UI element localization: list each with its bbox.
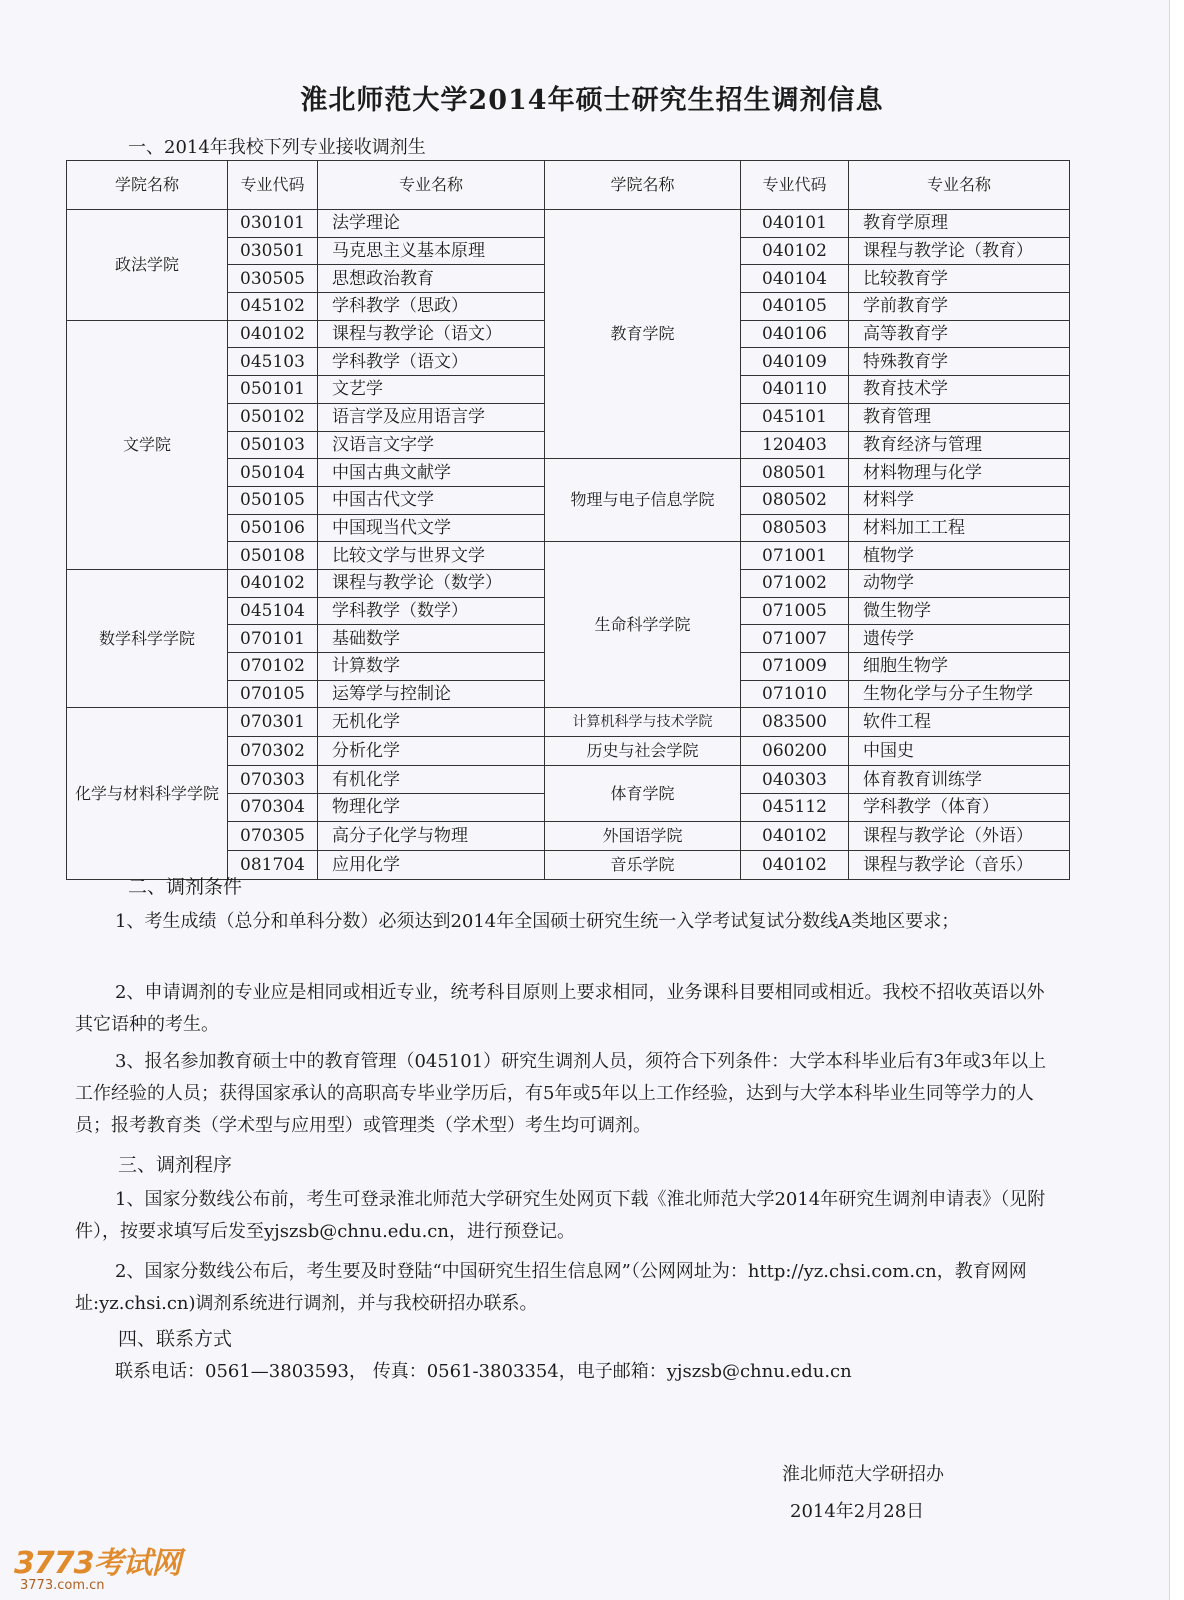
major-name: 有机化学	[318, 766, 545, 794]
watermark-url: 3773.com.cn	[20, 1578, 105, 1593]
major-code: 070305	[228, 821, 318, 850]
major-name: 学科教学（语文）	[318, 348, 545, 376]
contact-line: 联系电话：0561—3803593， 传真：0561-3803354，电子邮箱：yjszsb@chnu.edu.cn	[115, 1361, 852, 1382]
major-name: 比较教育学	[849, 265, 1070, 293]
major-name: 分析化学	[318, 737, 545, 766]
header-major: 专业名称	[318, 161, 545, 210]
college-name: 体育学院	[545, 766, 741, 821]
major-name: 学前教育学	[849, 293, 1070, 321]
college-name: 文学院	[67, 320, 228, 569]
major-code: 045101	[741, 403, 849, 431]
major-name: 无机化学	[318, 708, 545, 737]
major-name: 动物学	[849, 569, 1070, 597]
major-code: 050105	[228, 486, 318, 514]
major-name: 运筹学与控制论	[318, 680, 545, 708]
signature-org: 淮北师范大学研招办	[782, 1464, 944, 1485]
table-row	[67, 210, 1070, 238]
major-code: 071010	[741, 680, 849, 708]
major-code: 070301	[228, 708, 318, 737]
major-code: 050106	[228, 514, 318, 542]
majors-table	[66, 160, 1070, 880]
major-name: 体育教育训练学	[849, 766, 1070, 794]
major-name: 教育经济与管理	[849, 431, 1070, 459]
major-code: 040109	[741, 348, 849, 376]
major-name: 软件工程	[849, 708, 1070, 737]
college-name: 音乐学院	[545, 850, 741, 879]
major-name: 遗传学	[849, 625, 1070, 653]
major-code: 040303	[741, 766, 849, 794]
header-code: 专业代码	[741, 161, 849, 210]
section-4-heading: 四、联系方式	[118, 1328, 233, 1350]
major-code: 071002	[741, 569, 849, 597]
major-name: 材料学	[849, 486, 1070, 514]
college-name: 教育学院	[545, 210, 741, 459]
major-name: 教育学原理	[849, 210, 1070, 238]
major-code: 045103	[228, 348, 318, 376]
college-name: 数学科学学院	[67, 569, 228, 707]
major-code: 050103	[228, 431, 318, 459]
major-code: 045102	[228, 293, 318, 321]
major-code: 071009	[741, 653, 849, 681]
major-code: 120403	[741, 431, 849, 459]
major-name: 比较文学与世界文学	[318, 542, 545, 570]
major-code: 040106	[741, 320, 849, 348]
section-1-heading: 一、2014年我校下列专业接收调剂生	[128, 137, 426, 158]
procedure-2: 2、国家分数线公布后，考生要及时登陆“中国研究生招生信息网”（公网网址为：http://yz.chsi.com.cn，教育网网址:yz.chsi.cn)调剂系统进行调剂，并与我校研招办联系。	[75, 1261, 1027, 1314]
major-code: 070302	[228, 737, 318, 766]
major-name: 材料物理与化学	[849, 459, 1070, 487]
college-name: 生命科学学院	[545, 542, 741, 708]
site-watermark	[14, 1538, 181, 1593]
major-code: 040102	[741, 237, 849, 265]
major-code: 050101	[228, 376, 318, 404]
major-code: 040101	[741, 210, 849, 238]
condition-2: 2、申请调剂的专业应是相同或相近专业，统考科目原则上要求相同，业务课科目要相同或相近。我校不招收英语以外其它语种的考生。	[75, 982, 1045, 1035]
major-name: 课程与教学论（语文）	[318, 320, 545, 348]
section-2-heading: 二、调剂条件	[128, 876, 243, 898]
major-code: 070303	[228, 766, 318, 794]
header-code: 专业代码	[228, 161, 318, 210]
procedure-1: 1、国家分数线公布前，考生可登录淮北师范大学研究生处网页下载《淮北师范大学2014年研究生调剂申请表》（见附件），按要求填写后发至yjszsb@chnu.edu.cn，进行预登记。	[75, 1189, 1046, 1242]
major-name: 课程与教学论（音乐）	[849, 850, 1070, 879]
major-code: 040104	[741, 265, 849, 293]
major-name: 物理化学	[318, 794, 545, 822]
major-code: 045104	[228, 597, 318, 625]
major-code: 050108	[228, 542, 318, 570]
major-code: 081704	[228, 850, 318, 879]
college-name: 化学与材料科学学院	[67, 708, 228, 879]
major-code: 030501	[228, 237, 318, 265]
college-name: 历史与社会学院	[545, 737, 741, 766]
condition-3: 3、报名参加教育硕士中的教育管理（045101）研究生调剂人员，须符合下列条件：大学本科毕业后有3年或3年以上工作经验的人员；获得国家承认的高职高专毕业学历后，有5年或5年以上工作经验，达到与大学本科毕业生同等学力的人员；报考教育类（学术型与应用型）或管理类（学术型）考生均可调剂。	[75, 1051, 1047, 1136]
major-code: 070102	[228, 653, 318, 681]
major-name: 文艺学	[318, 376, 545, 404]
major-name: 思想政治教育	[318, 265, 545, 293]
major-code: 050104	[228, 459, 318, 487]
major-name: 细胞生物学	[849, 653, 1070, 681]
college-name: 外国语学院	[545, 821, 741, 850]
major-name: 中国古代文学	[318, 486, 545, 514]
major-code: 040102	[741, 850, 849, 879]
major-name: 教育管理	[849, 403, 1070, 431]
major-code: 040110	[741, 376, 849, 404]
major-name: 中国古典文献学	[318, 459, 545, 487]
signature-date: 2014年2月28日	[790, 1501, 925, 1522]
condition-1: 1、考生成绩（总分和单科分数）必须达到2014年全国硕士研究生统一入学考试复试分数线A类地区要求；	[115, 911, 960, 932]
major-code: 071007	[741, 625, 849, 653]
major-code: 030505	[228, 265, 318, 293]
header-major: 专业名称	[849, 161, 1070, 210]
major-name: 课程与教学论（教育）	[849, 237, 1070, 265]
major-name: 计算数学	[318, 653, 545, 681]
major-code: 045112	[741, 794, 849, 822]
major-name: 马克思主义基本原理	[318, 237, 545, 265]
major-name: 学科教学（数学）	[318, 597, 545, 625]
major-name: 教育技术学	[849, 376, 1070, 404]
major-name: 基础数学	[318, 625, 545, 653]
major-code: 070105	[228, 680, 318, 708]
table-row	[67, 708, 1070, 737]
major-name: 材料加工工程	[849, 514, 1070, 542]
major-name: 汉语言文字学	[318, 431, 545, 459]
watermark-logo: 3773考试网	[14, 1546, 181, 1581]
table-header-row	[67, 161, 1070, 210]
major-name: 课程与教学论（数学）	[318, 569, 545, 597]
major-code: 030101	[228, 210, 318, 238]
major-code: 071001	[741, 542, 849, 570]
major-name: 高分子化学与物理	[318, 821, 545, 850]
major-code: 040102	[228, 320, 318, 348]
major-code: 040102	[228, 569, 318, 597]
major-name: 中国现当代文学	[318, 514, 545, 542]
majors-table-body	[67, 161, 1070, 880]
major-name: 语言学及应用语言学	[318, 403, 545, 431]
page-edge	[1169, 0, 1184, 1600]
header-college: 学院名称	[67, 161, 228, 210]
major-code: 080502	[741, 486, 849, 514]
major-name: 微生物学	[849, 597, 1070, 625]
major-name: 学科教学（思政）	[318, 293, 545, 321]
college-name: 计算机科学与技术学院	[545, 708, 741, 737]
document-title: 淮北师范大学2014年硕士研究生招生调剂信息	[300, 85, 884, 116]
major-name: 植物学	[849, 542, 1070, 570]
major-code: 080501	[741, 459, 849, 487]
major-code: 040105	[741, 293, 849, 321]
major-code: 080503	[741, 514, 849, 542]
header-college: 学院名称	[545, 161, 741, 210]
major-name: 高等教育学	[849, 320, 1070, 348]
major-name: 法学理论	[318, 210, 545, 238]
major-name: 学科教学（体育）	[849, 794, 1070, 822]
major-code: 060200	[741, 737, 849, 766]
major-code: 071005	[741, 597, 849, 625]
major-code: 070101	[228, 625, 318, 653]
section-3-heading: 三、调剂程序	[118, 1154, 233, 1176]
major-code: 083500	[741, 708, 849, 737]
major-code: 050102	[228, 403, 318, 431]
major-code: 040102	[741, 821, 849, 850]
major-name: 应用化学	[318, 850, 545, 879]
college-name: 政法学院	[67, 210, 228, 321]
college-name: 物理与电子信息学院	[545, 459, 741, 542]
major-name: 课程与教学论（外语）	[849, 821, 1070, 850]
major-name: 特殊教育学	[849, 348, 1070, 376]
major-name: 中国史	[849, 737, 1070, 766]
major-name: 生物化学与分子生物学	[849, 680, 1070, 708]
major-code: 070304	[228, 794, 318, 822]
